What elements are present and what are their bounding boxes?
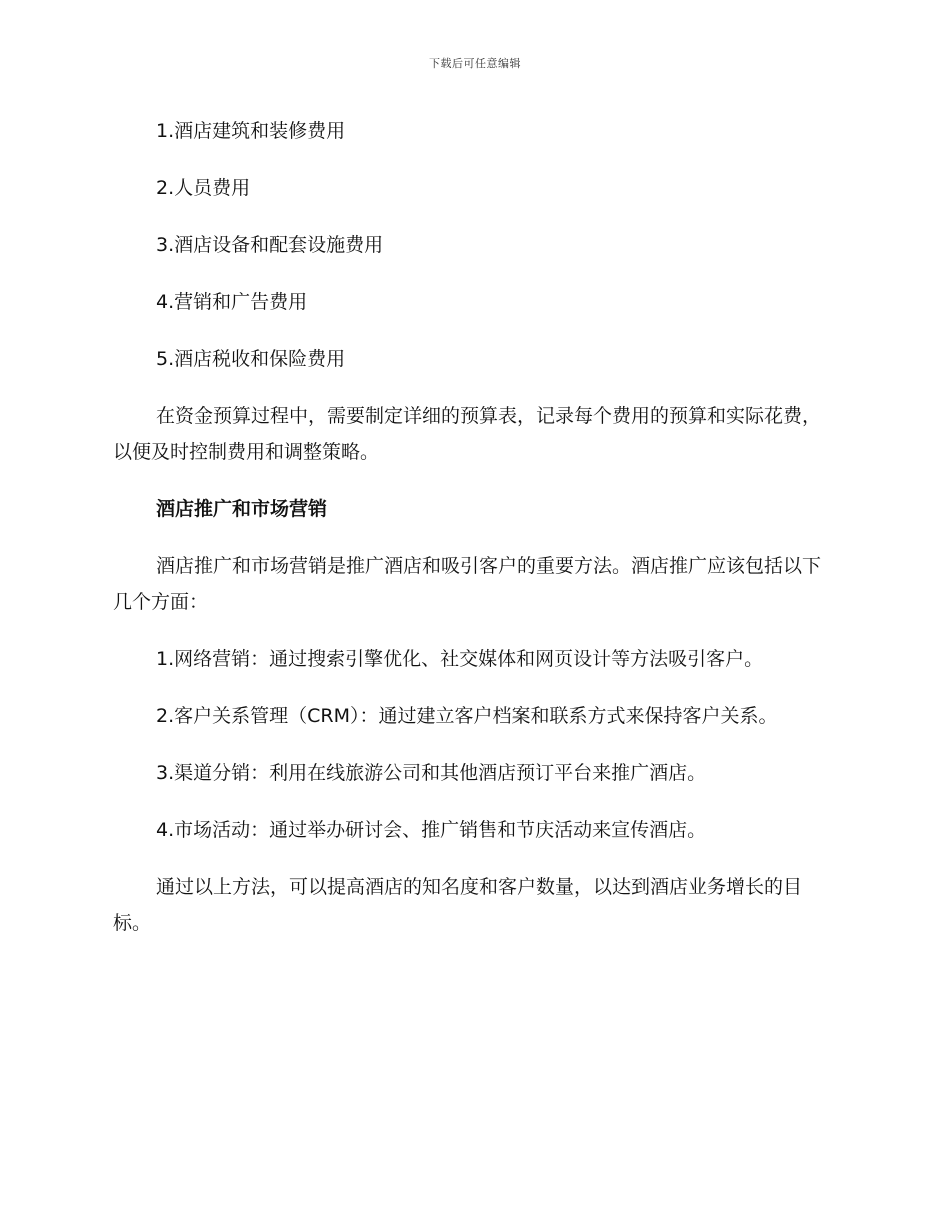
conclusion-paragraph: 通过以上方法，可以提高酒店的知名度和客户数量，以达到酒店业务增长的目标。 [113,876,803,934]
cost-item-3: 3.酒店设备和配套设施费用 [156,234,384,256]
document-body [113,113,837,941]
method-item-3: 3.渠道分销：利用在线旅游公司和其他酒店预订平台来推广酒店。 [156,762,707,784]
method-item-4: 4.市场活动：通过举办研讨会、推广销售和节庆活动来宣传酒店。 [156,819,707,841]
cost-item-5: 5.酒店税收和保险费用 [156,348,346,370]
cost-item-2: 2.人员费用 [156,177,251,199]
method-item-2: 2.客户关系管理（CRM）：通过建立客户档案和联系方式来保持客户关系。 [156,705,778,727]
budget-paragraph: 在资金预算过程中，需要制定详细的预算表，记录每个费用的预算和实际花费，以便及时控制费用和调整策略。 [113,405,822,463]
section-heading: 酒店推广和市场营销 [156,498,328,520]
intro-paragraph: 酒店推广和市场营销是推广酒店和吸引客户的重要方法。酒店推广应该包括以下几个方面： [113,555,822,613]
page-header: 下载后可任意编辑 [429,57,521,70]
method-item-1: 1.网络营销：通过搜索引擎优化、社交媒体和网页设计等方法吸引客户。 [156,648,764,670]
cost-item-1: 1.酒店建筑和装修费用 [156,120,346,142]
cost-item-4: 4.营销和广告费用 [156,291,308,313]
